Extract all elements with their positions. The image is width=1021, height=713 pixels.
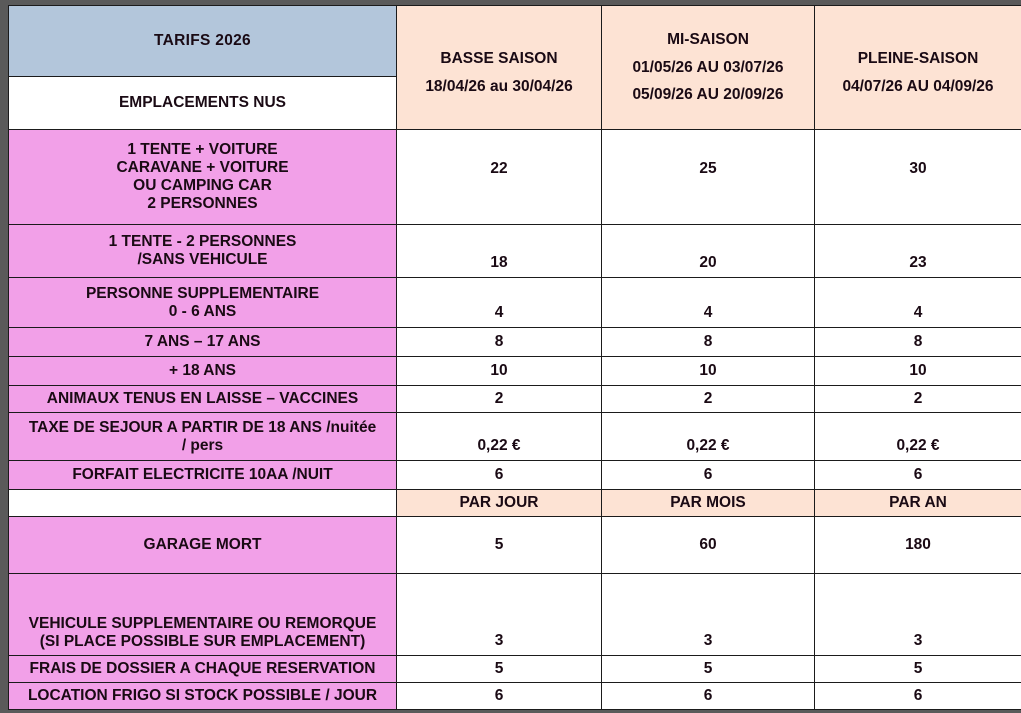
table-row <box>9 656 1021 683</box>
page-title: TARIFS 2026 <box>9 6 397 77</box>
pleine-saison-name: PLEINE-SAISON <box>857 49 979 67</box>
price-basse: 0,22 € <box>397 413 602 461</box>
period-mi: PAR MOIS <box>602 490 815 517</box>
header-spacer <box>605 49 811 59</box>
period-basse: PAR JOUR <box>397 490 602 517</box>
price-pleine: 0,22 € <box>815 413 1021 461</box>
row-label-cell <box>9 517 397 574</box>
table-row-title <box>9 6 1021 77</box>
table-row <box>9 225 1021 278</box>
price-mi: 6 <box>602 461 815 490</box>
row-label-line: VEHICULE SUPPLEMENTAIRE OU REMORQUE <box>28 615 377 633</box>
row-label-line: 7 ANS – 17 ANS <box>144 333 261 351</box>
price-pleine: 4 <box>815 278 1021 328</box>
basse-saison-name: BASSE SAISON <box>440 49 558 67</box>
table-row <box>9 517 1021 574</box>
header-spacer <box>400 68 598 78</box>
row-label-cell <box>9 225 397 278</box>
price-basse: 2 <box>397 386 602 413</box>
row-label-cell <box>9 357 397 386</box>
row-label-line: OU CAMPING CAR <box>133 177 272 194</box>
table-row <box>9 386 1021 413</box>
row-label-cell <box>9 130 397 225</box>
price-pleine: 5 <box>815 656 1021 683</box>
row-label-line: CARAVANE + VOITURE <box>116 159 289 177</box>
price-mi: 4 <box>602 278 815 328</box>
row-label-line: 0 - 6 ANS <box>168 302 237 320</box>
basse-saison-dates: 18/04/26 au 30/04/26 <box>425 77 573 95</box>
price-mi: 60 <box>602 517 815 574</box>
price-mi: 2 <box>602 386 815 413</box>
row-label-cell <box>9 413 397 461</box>
header-spacer <box>605 76 811 86</box>
row-label-line: /SANS VEHICULE <box>137 251 268 268</box>
header-spacer <box>818 40 1018 50</box>
table-row <box>9 278 1021 328</box>
table-row <box>9 413 1021 461</box>
table-row <box>9 328 1021 357</box>
price-mi: 25 <box>602 130 815 225</box>
column-header-mi-saison <box>602 6 815 130</box>
row-label-line: 1 TENTE + VOITURE <box>127 141 278 159</box>
price-mi: 3 <box>602 574 815 656</box>
row-label-cell <box>9 656 397 683</box>
price-pleine: 10 <box>815 357 1021 386</box>
mi-saison-name: MI-SAISON <box>667 30 749 48</box>
table-row <box>9 357 1021 386</box>
price-mi: 8 <box>602 328 815 357</box>
price-basse: 22 <box>397 130 602 225</box>
price-pleine: 6 <box>815 461 1021 490</box>
price-pleine: 180 <box>815 517 1021 574</box>
row-label-cell <box>9 278 397 328</box>
tarifs-table <box>8 5 1021 710</box>
pleine-saison-dates: 04/07/26 AU 04/09/26 <box>842 77 994 95</box>
table-row-periods <box>9 490 1021 517</box>
price-pleine: 2 <box>815 386 1021 413</box>
price-mi: 6 <box>602 683 815 710</box>
price-pleine: 8 <box>815 328 1021 357</box>
header-spacer <box>818 68 1018 78</box>
row-label-line: PERSONNE SUPPLEMENTAIRE <box>85 284 320 302</box>
row-label-cell <box>9 461 397 490</box>
price-pleine: 3 <box>815 574 1021 656</box>
price-basse: 6 <box>397 461 602 490</box>
price-basse: 8 <box>397 328 602 357</box>
price-basse: 4 <box>397 278 602 328</box>
mi-saison-dates-2: 05/09/26 AU 20/09/26 <box>632 86 784 104</box>
row-label-cell <box>9 386 397 413</box>
price-mi: 10 <box>602 357 815 386</box>
mi-saison-dates-1: 01/05/26 AU 03/07/26 <box>632 58 784 76</box>
price-basse: 5 <box>397 517 602 574</box>
price-basse: 5 <box>397 656 602 683</box>
table-row <box>9 461 1021 490</box>
column-header-pleine-saison <box>815 6 1021 130</box>
row-label-line: 2 PERSONNES <box>147 194 258 212</box>
row-label-line: TAXE DE SEJOUR A PARTIR DE 18 ANS /nuitée <box>28 418 377 436</box>
price-basse: 3 <box>397 574 602 656</box>
row-label-cell <box>9 328 397 357</box>
price-basse: 18 <box>397 225 602 278</box>
row-label-cell <box>9 574 397 656</box>
row-label-line: ANIMAUX TENUS EN LAISSE – VACCINES <box>46 390 359 408</box>
header-spacer <box>400 40 598 50</box>
price-mi: 20 <box>602 225 815 278</box>
price-pleine: 23 <box>815 225 1021 278</box>
price-pleine: 30 <box>815 130 1021 225</box>
row-label-line: + 18 ANS <box>168 362 237 380</box>
price-pleine: 6 <box>815 683 1021 710</box>
row-label-line: FRAIS DE DOSSIER A CHAQUE RESERVATION <box>29 660 376 678</box>
column-header-basse-saison <box>397 6 602 130</box>
row-label-line: 1 TENTE - 2 PERSONNES <box>108 233 297 251</box>
row-label-line: GARAGE MORT <box>143 536 262 554</box>
row-label-line: LOCATION FRIGO SI STOCK POSSIBLE / JOUR <box>27 687 378 705</box>
price-basse: 6 <box>397 683 602 710</box>
price-mi: 0,22 € <box>602 413 815 461</box>
row-label-line: (SI PLACE POSSIBLE SUR EMPLACEMENT) <box>39 633 366 651</box>
row-label-line: FORFAIT ELECTRICITE 10AA /NUIT <box>72 466 333 484</box>
section-subtitle: EMPLACEMENTS NUS <box>9 77 397 130</box>
table-row <box>9 683 1021 710</box>
period-row-empty-label <box>9 490 397 517</box>
table-row <box>9 130 1021 225</box>
row-label-line: / pers <box>181 436 224 454</box>
price-mi: 5 <box>602 656 815 683</box>
price-basse: 10 <box>397 357 602 386</box>
row-label-cell <box>9 683 397 710</box>
table-row <box>9 574 1021 656</box>
period-pleine: PAR AN <box>815 490 1021 517</box>
